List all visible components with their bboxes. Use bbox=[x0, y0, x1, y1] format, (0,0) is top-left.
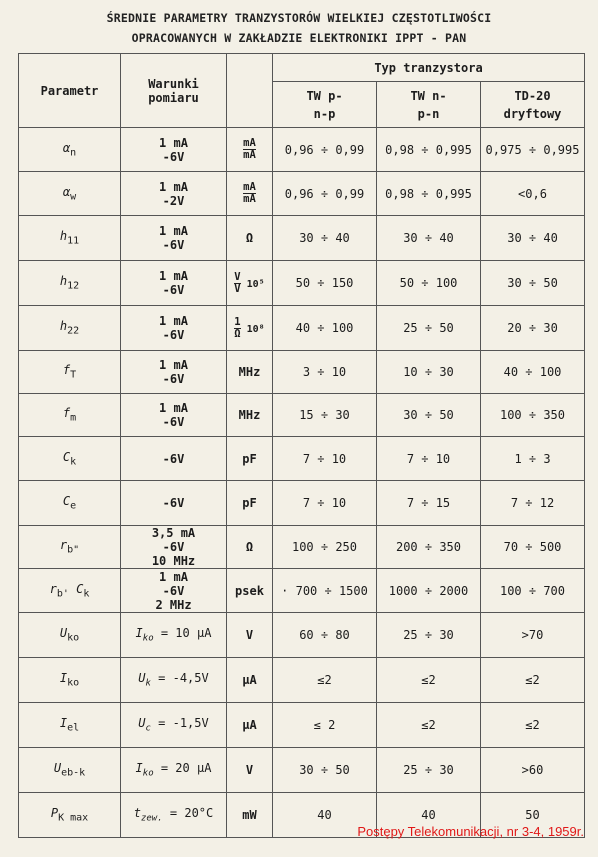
table-row bbox=[19, 216, 585, 261]
value-cell-v1: 15 ÷ 30 bbox=[273, 394, 377, 437]
header-unit bbox=[227, 54, 273, 128]
cond-subscript: c bbox=[145, 723, 151, 734]
condition-cell: -6V bbox=[121, 481, 227, 526]
condition-cell: 3,5 mA -6V 10 MHz bbox=[121, 526, 227, 569]
table-row bbox=[19, 526, 585, 569]
value-cell-v2: 30 ÷ 40 bbox=[377, 216, 481, 261]
param-cell bbox=[19, 613, 121, 658]
value-cell-v1: 50 ÷ 150 bbox=[273, 261, 377, 306]
param-subscript: w bbox=[70, 191, 77, 203]
value-cell-v2: 1000 ÷ 2000 bbox=[377, 569, 481, 613]
table-row bbox=[19, 394, 585, 437]
table-row bbox=[19, 481, 585, 526]
condition-cell bbox=[121, 748, 227, 793]
param-cell bbox=[19, 703, 121, 748]
param-subscript: K max bbox=[58, 812, 89, 824]
value-cell-v3: 30 ÷ 40 bbox=[481, 216, 585, 261]
unit-cell: mW bbox=[227, 793, 273, 838]
param-symbol: h bbox=[59, 319, 68, 334]
cond-value: = -1,5V bbox=[158, 716, 209, 731]
param-subscript: k bbox=[70, 456, 77, 468]
value-cell-v1: · 700 ÷ 1500 bbox=[273, 569, 377, 613]
value-cell-v1: ≤2 bbox=[273, 658, 377, 703]
cond-symbol: U bbox=[138, 671, 146, 686]
value-cell-v3: 50 bbox=[481, 793, 585, 838]
param-cell bbox=[19, 128, 121, 172]
param-cell bbox=[19, 748, 121, 793]
param-subscript: 11 bbox=[67, 235, 80, 247]
param-subscript: eb-k bbox=[61, 767, 86, 779]
table-row bbox=[19, 351, 585, 394]
param-cell bbox=[19, 306, 121, 351]
value-cell-v1: 3 ÷ 10 bbox=[273, 351, 377, 394]
title-line-2: OPRACOWANYCH W ZAKŁADZIE ELEKTRONIKI IPPT - PAN bbox=[131, 31, 467, 45]
param-symbol: r bbox=[49, 581, 57, 596]
value-cell-v3: 100 ÷ 700 bbox=[481, 569, 585, 613]
unit-cell: $\frac{mA}{mA}$ bbox=[227, 172, 273, 216]
param-subscript: n bbox=[70, 147, 77, 159]
param-cell bbox=[19, 172, 121, 216]
value-cell-v3: 7 ÷ 12 bbox=[481, 481, 585, 526]
param-cell bbox=[19, 394, 121, 437]
param-cell bbox=[19, 261, 121, 306]
param-subscript: ko bbox=[67, 632, 80, 644]
value-cell-v1: 40 ÷ 100 bbox=[273, 306, 377, 351]
cond-subscript: ko bbox=[142, 768, 154, 779]
condition-cell bbox=[121, 658, 227, 703]
value-cell-v2: 40 bbox=[377, 793, 481, 838]
cond-value: = 10 µA bbox=[160, 626, 212, 641]
condition-cell: -6V bbox=[121, 437, 227, 481]
table-row bbox=[19, 748, 585, 793]
cond-subscript: k bbox=[145, 678, 151, 689]
unit-cell: $\frac{mA}{mA}$ bbox=[227, 128, 273, 172]
param-symbol: C bbox=[62, 494, 71, 509]
value-cell-v2: 30 ÷ 50 bbox=[377, 394, 481, 437]
param-cell bbox=[19, 216, 121, 261]
value-cell-v2: ≤2 bbox=[377, 658, 481, 703]
unit-cell: µA bbox=[227, 658, 273, 703]
cond-symbol: I bbox=[135, 761, 143, 776]
value-cell-v2: 25 ÷ 50 bbox=[377, 306, 481, 351]
cond-value: = 20°C bbox=[169, 806, 214, 821]
value-cell-v3: >60 bbox=[481, 748, 585, 793]
value-cell-v3: 40 ÷ 100 bbox=[481, 351, 585, 394]
unit-cell: pF bbox=[227, 437, 273, 481]
param-subscript: ko bbox=[67, 677, 80, 689]
unit-cell: µA bbox=[227, 703, 273, 748]
value-cell-v1: 40 bbox=[273, 793, 377, 838]
param-symbol: U bbox=[53, 761, 62, 776]
header-parametr: Parametr bbox=[19, 54, 121, 128]
param-symbol: α bbox=[62, 140, 71, 155]
value-cell-v2: ≤2 bbox=[377, 703, 481, 748]
unit-cell: V bbox=[227, 613, 273, 658]
unit-cell: Ω bbox=[227, 526, 273, 569]
value-cell-v2: 7 ÷ 15 bbox=[377, 481, 481, 526]
cond-subscript: zew. bbox=[140, 813, 163, 824]
param-symbol: U bbox=[59, 626, 68, 641]
value-cell-v3: ≤2 bbox=[481, 703, 585, 748]
table-row bbox=[19, 569, 585, 613]
value-cell-v3: >70 bbox=[481, 613, 585, 658]
value-cell-v1: ≤ 2 bbox=[273, 703, 377, 748]
value-cell-v2: 25 ÷ 30 bbox=[377, 613, 481, 658]
param-symbol: f bbox=[62, 406, 71, 421]
param-cell bbox=[19, 526, 121, 569]
param-cell bbox=[19, 569, 121, 613]
param-subscript: el bbox=[67, 722, 80, 734]
condition-cell bbox=[121, 613, 227, 658]
param-cell bbox=[19, 658, 121, 703]
value-cell-v1: 30 ÷ 40 bbox=[273, 216, 377, 261]
header-col-2: TW n-p-n bbox=[377, 82, 481, 128]
value-cell-v1: 60 ÷ 80 bbox=[273, 613, 377, 658]
value-cell-v3: ≤2 bbox=[481, 658, 585, 703]
value-cell-v2: 7 ÷ 10 bbox=[377, 437, 481, 481]
cond-symbol: I bbox=[135, 626, 143, 641]
param-symbol-2: C bbox=[76, 581, 84, 596]
header-warunki: Warunki pomiaru bbox=[121, 54, 227, 128]
unit-cell: pF bbox=[227, 481, 273, 526]
unit-cell: Ω bbox=[227, 216, 273, 261]
param-symbol: α bbox=[62, 184, 71, 199]
value-cell-v2: 50 ÷ 100 bbox=[377, 261, 481, 306]
header-col-1: TW p-n-p bbox=[273, 82, 377, 128]
table-row bbox=[19, 306, 585, 351]
table-row bbox=[19, 172, 585, 216]
condition-cell: 1 mA -6V bbox=[121, 216, 227, 261]
param-subscript: T bbox=[70, 369, 77, 381]
param-symbol: r bbox=[59, 538, 68, 553]
table-row bbox=[19, 128, 585, 172]
value-cell-v1: 100 ÷ 250 bbox=[273, 526, 377, 569]
condition-cell: 1 mA -6V bbox=[121, 306, 227, 351]
param-symbol: C bbox=[62, 449, 71, 464]
value-cell-v2: 0,98 ÷ 0,995 bbox=[377, 128, 481, 172]
value-cell-v3: <0,6 bbox=[481, 172, 585, 216]
value-cell-v3: 30 ÷ 50 bbox=[481, 261, 585, 306]
value-cell-v1: 0,96 ÷ 0,99 bbox=[273, 172, 377, 216]
param-symbol: I bbox=[59, 671, 68, 686]
param-cell bbox=[19, 481, 121, 526]
value-cell-v1: 7 ÷ 10 bbox=[273, 481, 377, 526]
value-cell-v3: 1 ÷ 3 bbox=[481, 437, 585, 481]
value-cell-v1: 30 ÷ 50 bbox=[273, 748, 377, 793]
value-cell-v2: 10 ÷ 30 bbox=[377, 351, 481, 394]
table-row bbox=[19, 613, 585, 658]
table-row bbox=[19, 261, 585, 306]
condition-cell: 1 mA -6V bbox=[121, 394, 227, 437]
value-cell-v3: 0,975 ÷ 0,995 bbox=[481, 128, 585, 172]
value-cell-v3: 100 ÷ 350 bbox=[481, 394, 585, 437]
value-cell-v3: 70 ÷ 500 bbox=[481, 526, 585, 569]
param-symbol: I bbox=[59, 716, 68, 731]
cond-symbol: t bbox=[133, 806, 141, 821]
value-cell-v1: 0,96 ÷ 0,99 bbox=[273, 128, 377, 172]
title-line-1: ŚREDNIE PARAMETRY TRANZYSTORÓW WIELKIEJ CZĘSTOTLIWOŚCI bbox=[106, 11, 492, 25]
condition-cell bbox=[121, 793, 227, 838]
condition-cell: 1 mA -6V bbox=[121, 351, 227, 394]
unit-cell: MHz bbox=[227, 394, 273, 437]
param-cell bbox=[19, 437, 121, 481]
table-row bbox=[19, 437, 585, 481]
header-col-3: TD-20 dryftowy bbox=[481, 82, 585, 128]
value-cell-v2: 200 ÷ 350 bbox=[377, 526, 481, 569]
unit-cell: V bbox=[227, 748, 273, 793]
param-subscript: 12 bbox=[67, 280, 80, 292]
value-cell-v3: 20 ÷ 30 bbox=[481, 306, 585, 351]
param-symbol: f bbox=[62, 363, 71, 378]
param-subscript: 22 bbox=[67, 325, 80, 337]
header-typ: Typ tranzystora bbox=[273, 54, 585, 82]
source-credit: Postępy Telekomunikacji, nr 3-4, 1959r. bbox=[357, 824, 584, 839]
condition-cell bbox=[121, 703, 227, 748]
param-subscript-2: k bbox=[83, 588, 90, 600]
cond-value: = 20 µA bbox=[160, 761, 212, 776]
cond-subscript: ko bbox=[142, 633, 154, 644]
param-subscript: e bbox=[70, 500, 77, 512]
cond-value: = -4,5V bbox=[158, 671, 209, 686]
param-symbol: h bbox=[59, 274, 68, 289]
condition-cell: 1 mA -6V bbox=[121, 261, 227, 306]
param-cell bbox=[19, 793, 121, 838]
cond-symbol: U bbox=[138, 716, 146, 731]
condition-cell: 1 mA -6V bbox=[121, 128, 227, 172]
param-subscript: b" bbox=[67, 544, 80, 556]
table-row bbox=[19, 703, 585, 748]
unit-cell: $\frac{V}{V}$ 10⁵ bbox=[227, 261, 273, 306]
param-subscript: b' bbox=[56, 588, 69, 600]
param-cell bbox=[19, 351, 121, 394]
condition-cell: 1 mA -2V bbox=[121, 172, 227, 216]
value-cell-v2: 25 ÷ 30 bbox=[377, 748, 481, 793]
param-symbol: P bbox=[50, 806, 59, 821]
parameters-table bbox=[18, 53, 585, 838]
value-cell-v1: 7 ÷ 10 bbox=[273, 437, 377, 481]
unit-cell: psek bbox=[227, 569, 273, 613]
table-row bbox=[19, 658, 585, 703]
unit-cell: MHz bbox=[227, 351, 273, 394]
condition-cell: 1 mA -6V 2 MHz bbox=[121, 569, 227, 613]
param-symbol: h bbox=[59, 229, 68, 244]
unit-cell: $\frac{1}{\Omega}$ 10⁸ bbox=[227, 306, 273, 351]
value-cell-v2: 0,98 ÷ 0,995 bbox=[377, 172, 481, 216]
param-subscript: m bbox=[70, 412, 77, 424]
